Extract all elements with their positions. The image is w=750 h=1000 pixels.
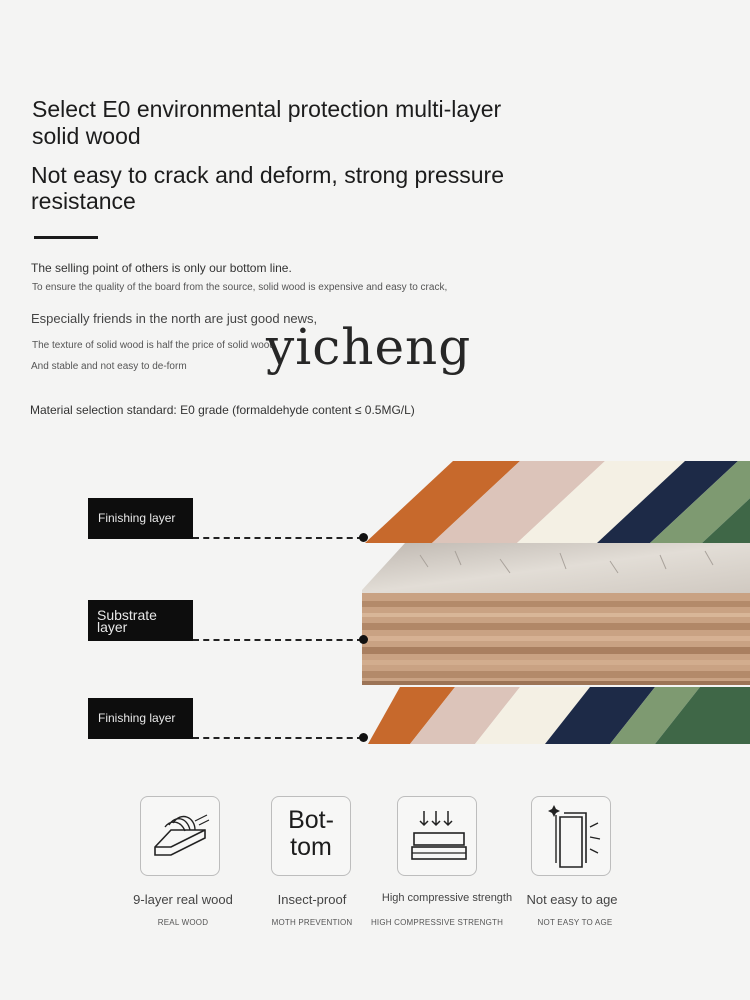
- body-text-4: The texture of solid wood is half the price of solid wood: [32, 340, 275, 351]
- label-substrate: Substrate layer: [88, 600, 193, 641]
- wood-layers-icon: [141, 797, 219, 875]
- feature-card-compressive: [397, 796, 477, 876]
- material-standard: Material selection standard: E0 grade (formaldehyde content ≤ 0.5MG/L): [30, 403, 415, 417]
- substrate-block: [362, 543, 750, 685]
- sub-heading: Not easy to crack and deform, strong pressure resistance: [31, 162, 504, 214]
- leader-bottom: [193, 737, 363, 739]
- body-text-5: And stable and not easy to de-form: [31, 361, 187, 372]
- feature-title-compressive: High compressive strength: [381, 892, 513, 904]
- brand-watermark: yicheng: [266, 318, 472, 376]
- compression-icon: [398, 797, 476, 875]
- bottom-finishing-stripes: [360, 687, 750, 744]
- feature-sub-compressive: HIGH COMPRESSIVE STRENGTH: [370, 918, 504, 927]
- feature-card-anti-aging: [531, 796, 611, 876]
- feature-title-real-wood: 9-layer real wood: [133, 892, 233, 907]
- body-text-1: The selling point of others is only our bottom line.: [31, 261, 292, 275]
- body-text-2: To ensure the quality of the board from the source, solid wood is expensive and easy to crack,: [32, 282, 448, 293]
- feature-sub-insect-proof: MOTH PREVENTION: [271, 918, 353, 927]
- aging-panel-icon: [532, 797, 612, 875]
- leader-bottom-dot: [359, 733, 368, 742]
- feature-card-real-wood: [140, 796, 220, 876]
- feature-title-insect-proof: Insect-proof: [277, 892, 347, 907]
- top-finishing-stripes: [360, 461, 750, 543]
- feature-sub-anti-aging: NOT EASY TO AGE: [537, 918, 613, 927]
- leader-middle-dot: [359, 635, 368, 644]
- heading-divider: [34, 236, 98, 239]
- feature-title-anti-aging: Not easy to age: [526, 892, 618, 907]
- body-text-3: Especially friends in the north are just good news,: [31, 311, 318, 326]
- feature-card-insect-proof: [271, 796, 351, 876]
- label-bottom-finishing: Finishing layer: [88, 698, 193, 739]
- feature-sub-real-wood: REAL WOOD: [157, 918, 209, 927]
- label-top-finishing: Finishing layer: [88, 498, 193, 539]
- bottom-text-icon: Bot-tom: [288, 806, 334, 861]
- leader-top-dot: [359, 533, 368, 542]
- main-heading: Select E0 environmental protection multi-layer solid wood: [32, 96, 502, 149]
- leader-middle: [193, 639, 363, 641]
- leader-top: [193, 537, 363, 539]
